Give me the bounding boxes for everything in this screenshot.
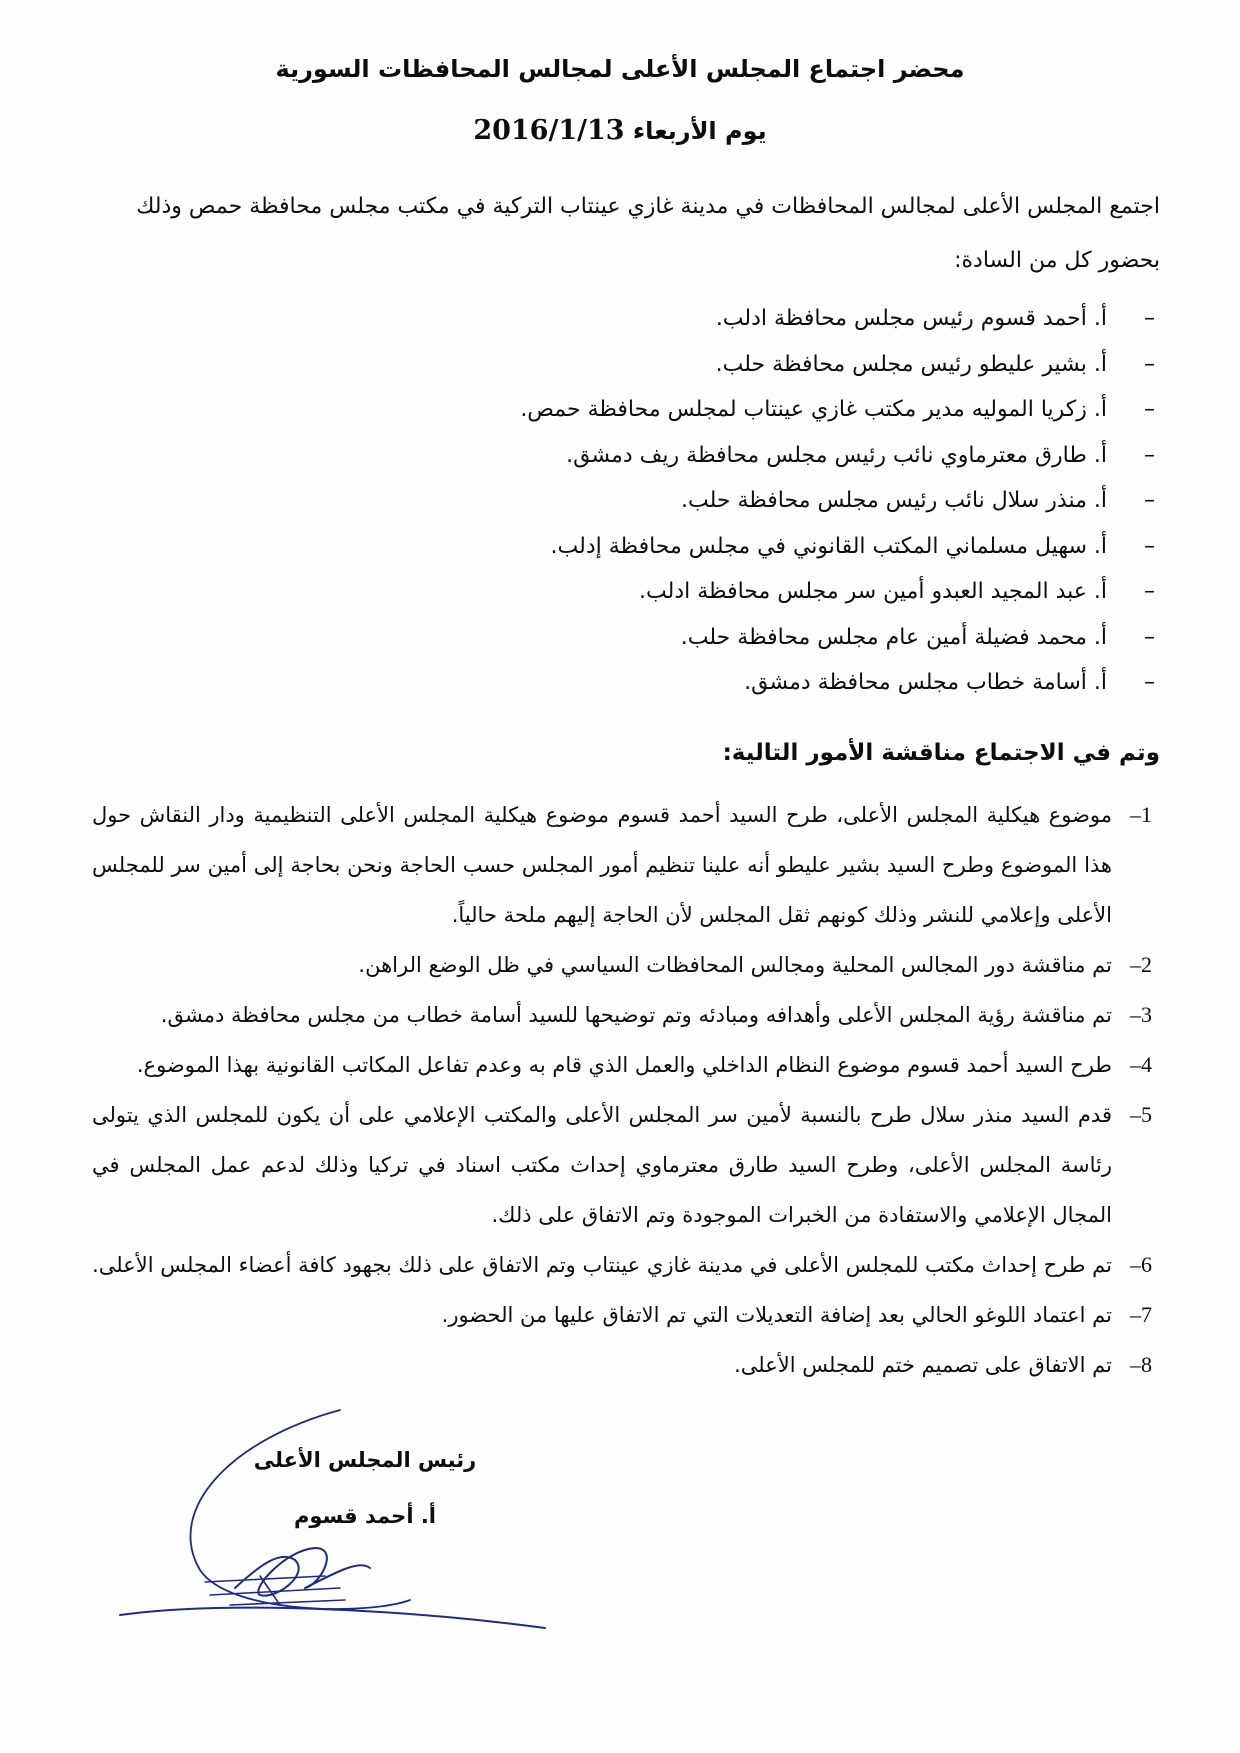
meeting-date: 2016/1/13: [473, 115, 625, 146]
attendee-item: [115, 387, 1155, 433]
item-number: 1–: [1130, 802, 1152, 827]
list-dash: –: [1144, 533, 1155, 559]
attendee-text: أ. أحمد قسوم رئيس مجلس محافظة ادلب.: [715, 306, 1107, 331]
list-dash: –: [1144, 442, 1155, 468]
list-dash: –: [1144, 579, 1155, 604]
item-text: قدم السيد منذر سلال طرح بالنسبة لأمين سر المجلس الأعلى والمكتب الإعلامي على أن يكون للمجلس الذي يتولى رئاسة المجلس الأعلى، وطرح السيد طارق معترماوي إحداث مكتب اسناد في تركيا وذلك لدعم عمل المجلس في المجال الإعلامي والاستفادة من الخبرات الموجودة وتم الاتفاق على ذلك.: [92, 1103, 1112, 1227]
discussion-item: [92, 1040, 1152, 1090]
item-text: طرح السيد أحمد قسوم موضوع النظام الداخلي والعمل الذي قام به وعدم تفاعل المكاتب القانونية بهذا الموضوع.: [136, 1053, 1112, 1077]
list-dash: –: [1144, 306, 1155, 331]
intro-paragraph: اجتمع المجلس الأعلى لمجالس المحافظات في مدينة غازي عينتاب التركية في مكتب مجلس محافظة حمص وذلك بحضور كل من السادة:: [136, 194, 1160, 273]
discussion-item: [92, 1340, 1152, 1390]
item-text: تم طرح إحداث مكتب للمجلس الأعلى في مدينة غازي عينتاب وتم الاتفاق على ذلك بجهود كافة أعضاء المجلس الأعلى.: [92, 1253, 1112, 1277]
attendee-text: أ. عبد المجيد العبدو أمين سر مجلس محافظة ادلب.: [639, 579, 1107, 604]
attendee-item: [115, 569, 1155, 615]
item-number: 3–: [1130, 1002, 1152, 1027]
item-number: 5–: [1130, 1102, 1152, 1127]
item-text: تم الاتفاق على تصميم ختم للمجلس الأعلى.: [734, 1353, 1112, 1377]
list-dash: –: [1144, 488, 1155, 513]
item-number: 4–: [1130, 1052, 1152, 1077]
discussion-item: [92, 990, 1152, 1040]
list-dash: –: [1144, 624, 1155, 650]
attendee-item: [115, 615, 1155, 661]
signature-scribble-stroke: [235, 1548, 370, 1596]
item-number: 6–: [1130, 1252, 1152, 1277]
item-text: تم مناقشة رؤية المجلس الأعلى وأهدافه ومبادئه وتم توضيحها للسيد أسامة خطاب من مجلس محافظة دمشق.: [160, 1003, 1112, 1027]
attendee-text: أ. أسامة خطاب مجلس محافظة دمشق.: [744, 670, 1107, 695]
discussion-heading: وتم في الاجتماع مناقشة الأمور التالية:: [722, 740, 1160, 766]
signoff-block: [250, 1432, 480, 1544]
list-dash: –: [1144, 351, 1155, 377]
signoff-role: رئيس المجلس الأعلى: [253, 1448, 477, 1472]
discussion-item: [92, 1240, 1152, 1290]
attendee-text: أ. منذر سلال نائب رئيس مجلس محافظة حلب.: [680, 488, 1107, 513]
signoff-name: أ. أحمد قسوم: [293, 1504, 437, 1528]
item-text: موضوع هيكلية المجلس الأعلى، طرح السيد أحمد قسوم موضوع هيكلية المجلس الأعلى التنظيمية ودار النقاش حول هذا الموضوع وطرح السيد بشير عليطو أنه علينا تنظيم أمور المجلس حسب الحاجة ونحن بحاجة إلى أمين سر للمجلس الأعلى وإعلامي للنشر وذلك كونهم ثقل المجلس لأن الحاجة إليهم ملحة حالياً.: [92, 803, 1112, 927]
attendee-text: أ. بشير عليطو رئيس مجلس محافظة حلب.: [715, 351, 1107, 377]
day-label: يوم الأربعاء: [632, 117, 767, 145]
discussion-items: [92, 790, 1152, 1390]
discussion-item: [92, 1090, 1152, 1240]
discussion-item: [92, 790, 1152, 940]
attendee-item: [115, 660, 1155, 706]
attendee-item: [115, 524, 1155, 570]
document-title: محضر اجتماع المجلس الأعلى لمجالس المحافظات السورية: [275, 55, 965, 83]
signature-underline-stroke: [120, 1608, 545, 1628]
attendee-text: أ. زكريا الموليه مدير مكتب غازي عينتاب لمجلس محافظة حمص.: [520, 397, 1107, 422]
attendee-text: أ. طارق معترماوي نائب رئيس مجلس محافظة ريف دمشق.: [566, 442, 1107, 468]
attendee-item: [115, 478, 1155, 524]
list-dash: –: [1144, 670, 1155, 695]
discussion-item: [92, 940, 1152, 990]
attendee-item: [115, 433, 1155, 479]
item-number: 8–: [1130, 1352, 1152, 1377]
discussion-item: [92, 1290, 1152, 1340]
list-dash: –: [1144, 397, 1155, 422]
item-text: تم مناقشة دور المجالس المحلية ومجالس المحافظات السياسي في ظل الوضع الراهن.: [358, 953, 1112, 977]
attendee-item: [115, 342, 1155, 388]
item-number: 2–: [1130, 952, 1152, 977]
attendee-list: [115, 296, 1155, 706]
meeting-date-line: [0, 115, 1240, 146]
attendee-text: أ. محمد فضيلة أمين عام مجلس محافظة حلب.: [680, 624, 1107, 650]
attendee-item: [115, 296, 1155, 342]
attendee-text: أ. سهيل مسلماني المكتب القانوني في مجلس محافظة إدلب.: [550, 533, 1107, 559]
item-text: تم اعتماد اللوغو الحالي بعد إضافة التعديلات التي تم الاتفاق عليها من الحضور.: [441, 1303, 1112, 1327]
item-number: 7–: [1130, 1302, 1152, 1327]
